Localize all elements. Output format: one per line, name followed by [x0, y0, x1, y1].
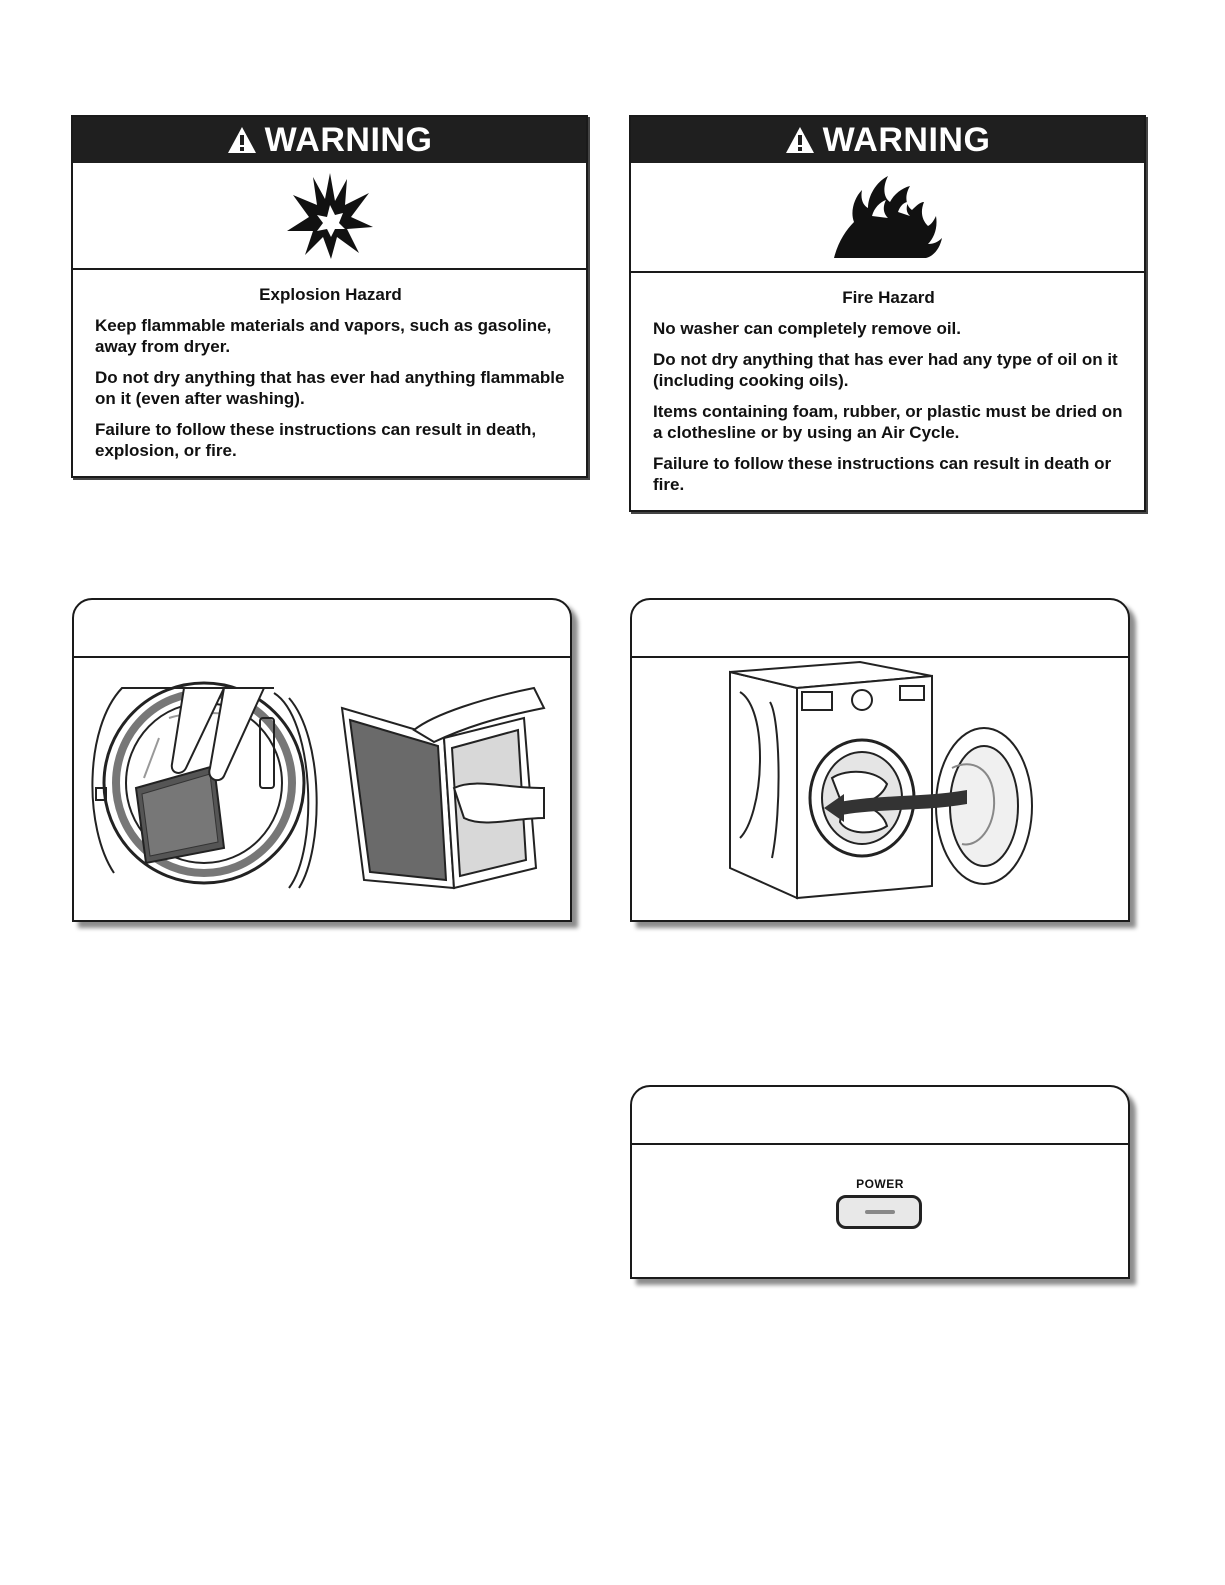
lint-screen-closeup-drawing	[342, 688, 544, 888]
hazard-title: Fire Hazard	[842, 288, 935, 307]
warning-line: Do not dry anything that has ever had anything flammable on it (even after washing).	[95, 368, 565, 408]
lint-screen-illustration	[74, 658, 570, 920]
warning-line: Failure to follow these instructions can result in death or fire.	[653, 454, 1112, 494]
hazard-title: Explosion Hazard	[259, 285, 402, 304]
warning-title: WARNING	[822, 120, 991, 159]
warning-fire	[629, 115, 1146, 512]
power-indicator	[865, 1210, 895, 1214]
alert-triangle-icon	[785, 126, 815, 154]
warning-line: Do not dry anything that has ever had any type of oil on it (including cooking oils).	[653, 350, 1118, 390]
panel-header	[74, 600, 570, 658]
washer-illustration	[632, 658, 1128, 920]
warning-line: Keep flammable materials and vapors, such as gasoline, away from dryer.	[95, 316, 552, 356]
warning-title: WARNING	[264, 120, 433, 159]
panel-header	[632, 1087, 1128, 1145]
lint-screen-panel	[72, 598, 572, 922]
panel-header	[632, 600, 1128, 658]
warning-line: Items containing foam, rubber, or plastic must be dried on a clothesline or by using an Air Cycle.	[653, 402, 1123, 442]
warning-line: Failure to follow these instructions can result in death, explosion, or fire.	[95, 420, 537, 460]
warning-line: No washer can completely remove oil.	[653, 319, 962, 338]
warning-header	[631, 117, 1144, 163]
power-panel	[630, 1085, 1130, 1279]
hand-drawing	[172, 688, 264, 780]
washer-drawing	[730, 662, 1032, 898]
warning-explosion	[71, 115, 588, 478]
warning-header	[73, 117, 586, 163]
power-button[interactable]	[836, 1195, 922, 1229]
lint-screen-drawing	[136, 766, 224, 863]
explosion-icon	[73, 163, 586, 270]
power-label: POWER	[856, 1177, 904, 1191]
alert-triangle-icon	[227, 126, 257, 154]
washer-panel	[630, 598, 1130, 922]
fire-icon	[631, 163, 1144, 273]
